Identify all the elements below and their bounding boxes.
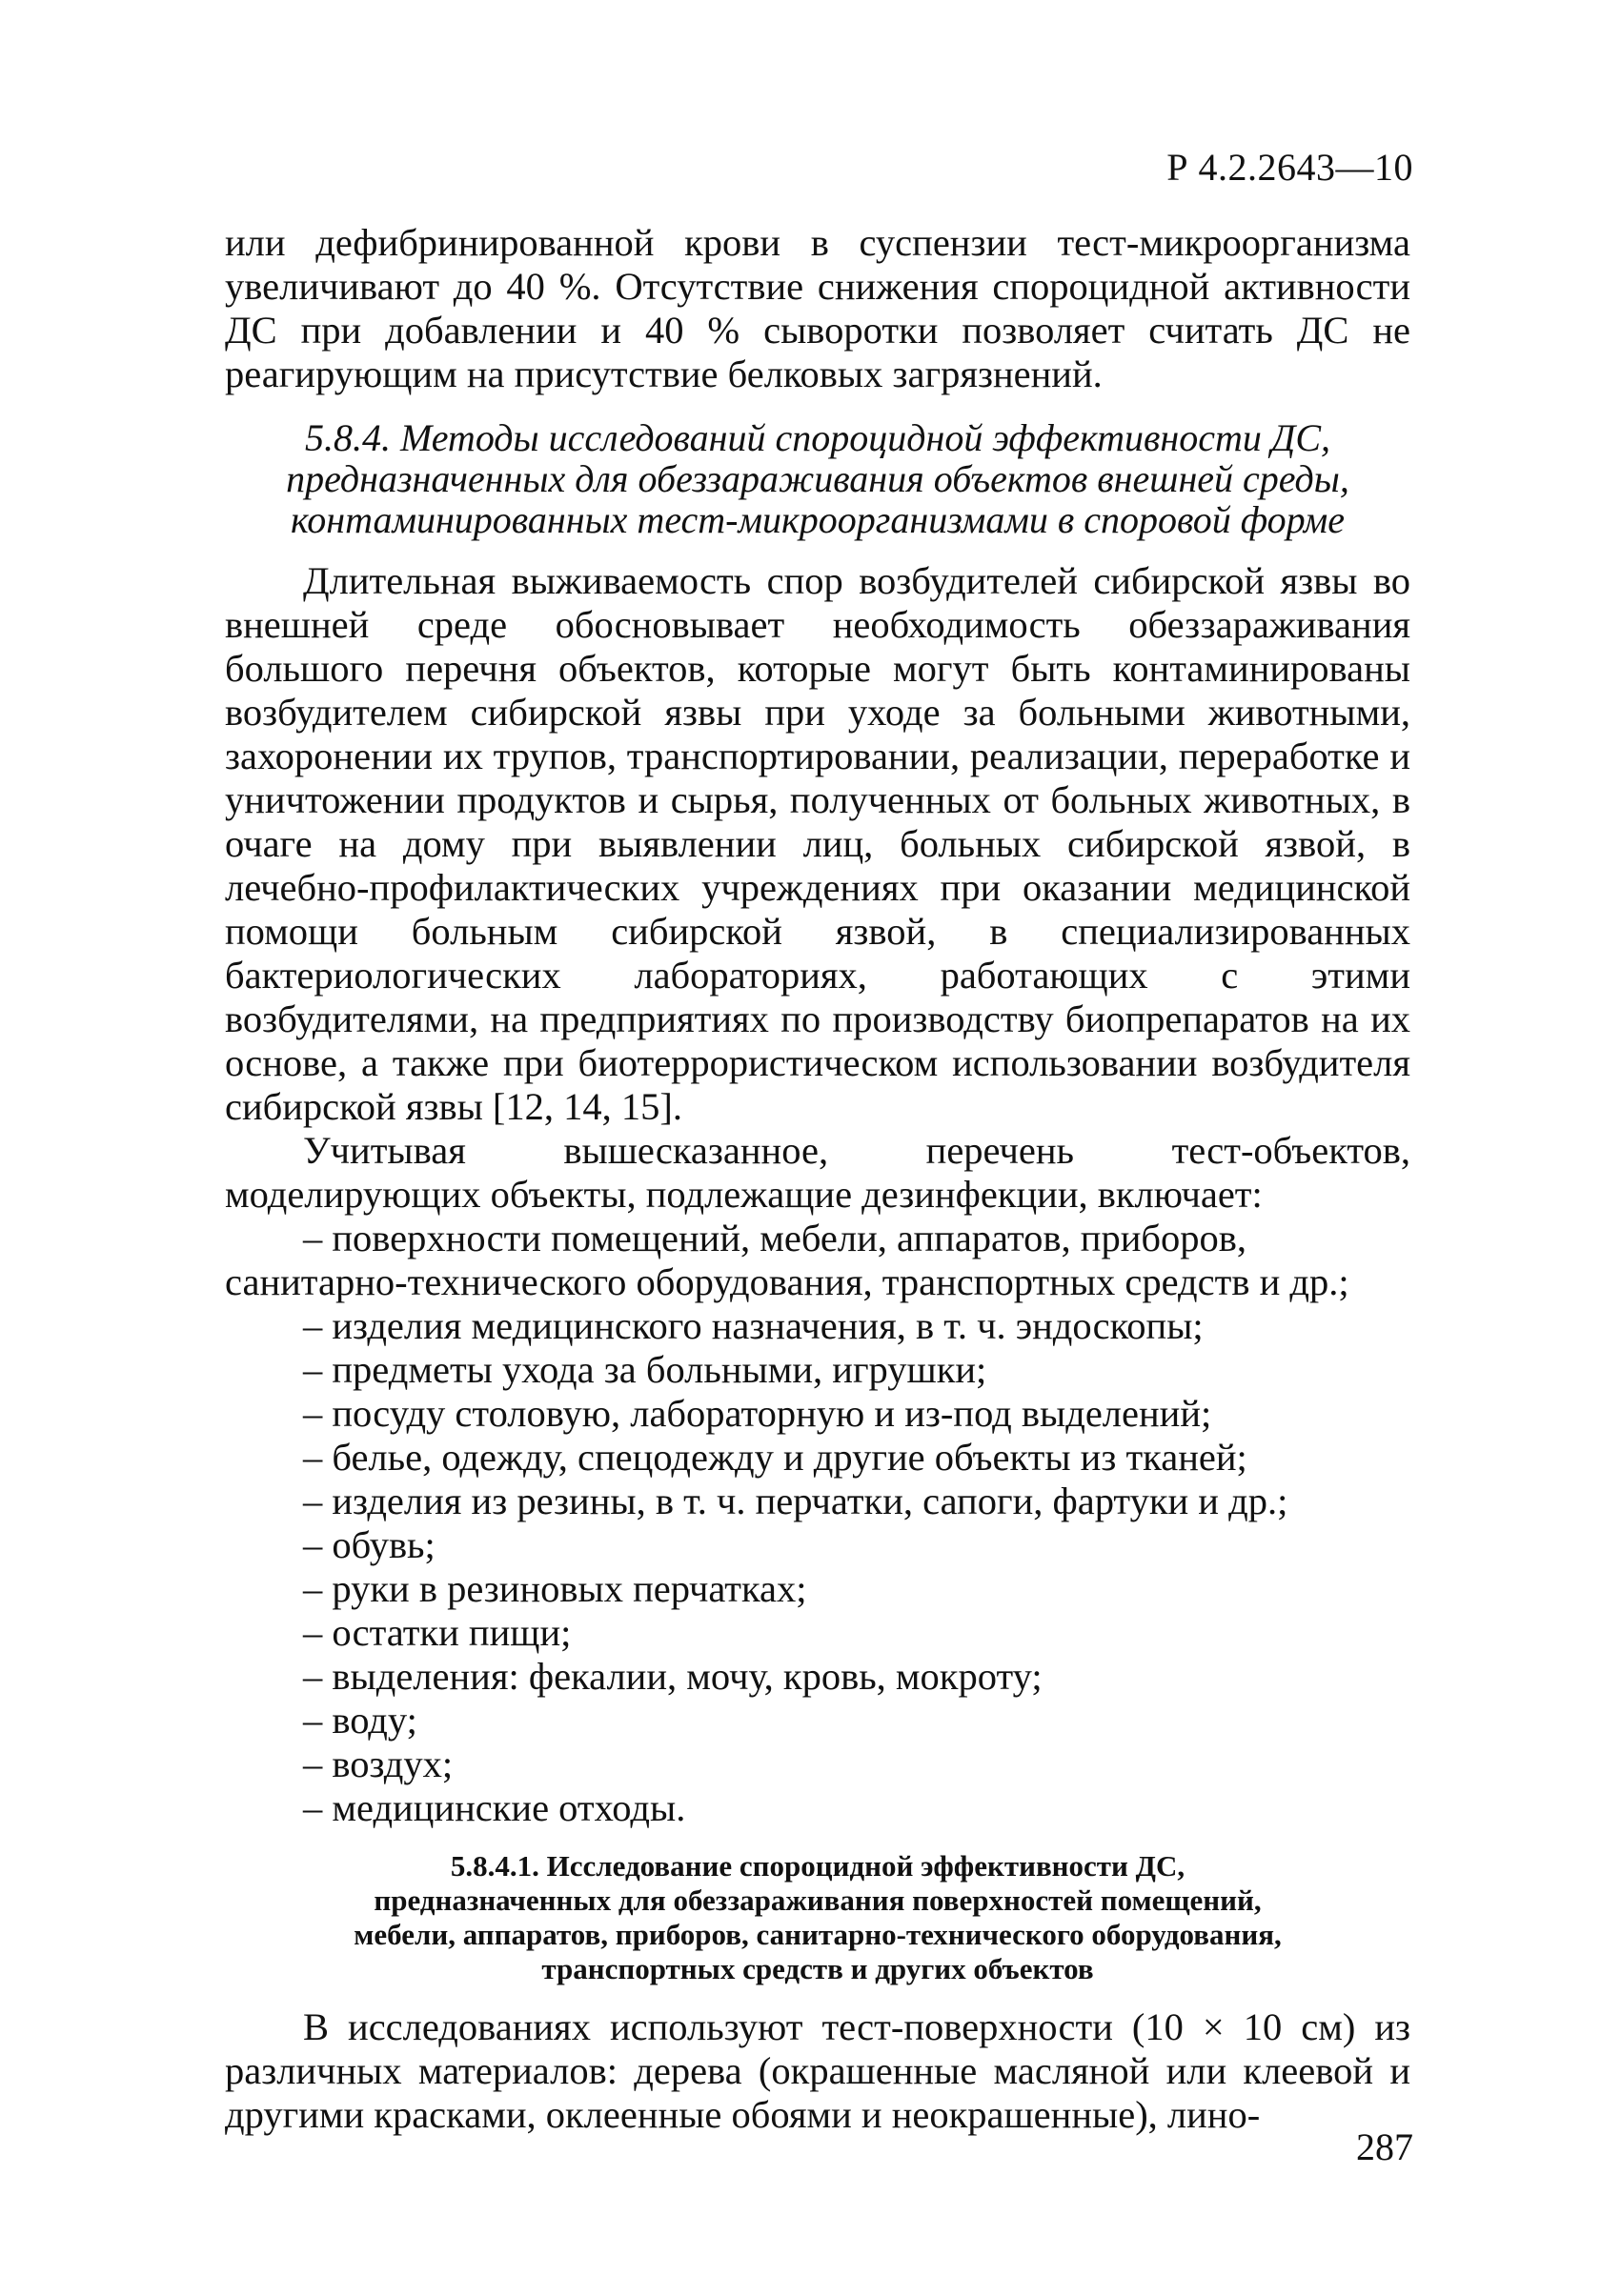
list-item: – воздух; [303, 1742, 454, 1785]
intro-paragraph: или дефибринированной крови в суспензии тест-микроорганизма увеличивают до 40 %. Отсутствие снижения спороцидной активности ДС при добавлении и 40 % сыворотки позволяет считать ДС не реагирующим на присутствие белковых загрязнений. [225, 221, 1410, 395]
page-number: 287 [1356, 2125, 1413, 2168]
section-heading-5-8-4-1 [225, 1849, 1410, 1986]
body-paragraph: Длительная выживаемость спор возбудителей сибирской язвы во внешней среде обосновывает необходимость обеззараживания большого перечня объектов, которые могут быть контаминированы возбудителем сибирской язвы при уходе за больными животными, захоронении их трупов, транспортировании, реализации, переработке и уничтожении продуктов и сырья, полученных от больных животных, в очаге на дому при выявлении лиц, больных сибирской язвой, в лечебно-профилактических учреждениях при оказании медицинской помощи больным сибирской язвой, в специализированных бактериологических лабораториях, работающих с этими возбудителями, на предприятиях по производству биопрепаратов на их основе, а также при биотеррористическом использовании возбудителя сибирской язвы [12, 14, 15]. [225, 559, 1410, 1128]
heading-line: предназначенных для обеззараживания поверхностей помещений, [374, 1883, 1262, 1917]
list-item: – предметы ухода за больными, игрушки; [303, 1348, 987, 1391]
list-item: – поверхности помещений, мебели, аппаратов, приборов, санитарно-технического оборудования, транспортных средств и др.; [225, 1217, 1349, 1303]
heading-line: предназначенных для обеззараживания объектов внешней среды, [286, 457, 1349, 500]
list-item: – обувь; [303, 1523, 436, 1566]
heading-line: мебели, аппаратов, приборов, санитарно-технического оборудования, [354, 1918, 1282, 1951]
list-item: – белье, одежду, спецодежду и другие объекты из тканей; [303, 1436, 1247, 1479]
list-item: – остатки пищи; [303, 1611, 572, 1654]
heading-line: контаминированных тест-микроорганизмами в споровой форме [291, 498, 1345, 541]
body-paragraph: В исследованиях используют тест-поверхности (10 × 10 см) из различных материалов: дерева (окрашенные масляной или клеевой и другими красками, оклеенные обоями и неокрашенные), лино- [225, 2005, 1410, 2136]
list-item: – изделия из резины, в т. ч. перчатки, сапоги, фартуки и др.; [303, 1480, 1288, 1522]
test-objects-list [225, 1217, 1410, 1830]
list-item: – выделения: фекалии, мочу, кровь, мокроту; [303, 1655, 1043, 1698]
list-item: – воду; [303, 1699, 417, 1742]
heading-line: 5.8.4.1. Исследование спороцидной эффективности ДС, [450, 1849, 1185, 1883]
document-code: Р 4.2.2643—10 [1166, 146, 1413, 189]
list-item: – руки в резиновых перчатках; [303, 1567, 807, 1610]
section-heading-5-8-4 [225, 417, 1410, 540]
list-item: – медицинские отходы. [303, 1786, 686, 1829]
body-paragraph: Учитывая вышесказанное, перечень тест-объектов, моделирующих объекты, подлежащие дезинфекции, включает: [225, 1129, 1410, 1216]
list-item: – изделия медицинского назначения, в т. ч. эндоскопы; [303, 1304, 1204, 1347]
list-item: – посуду столовую, лабораторную и из-под выделений; [303, 1392, 1212, 1435]
heading-line: 5.8.4. Методы исследований спороцидной эффективности ДС, [304, 416, 1331, 459]
heading-line: транспортных средств и других объектов [541, 1952, 1094, 1985]
page-body [225, 221, 1410, 2137]
